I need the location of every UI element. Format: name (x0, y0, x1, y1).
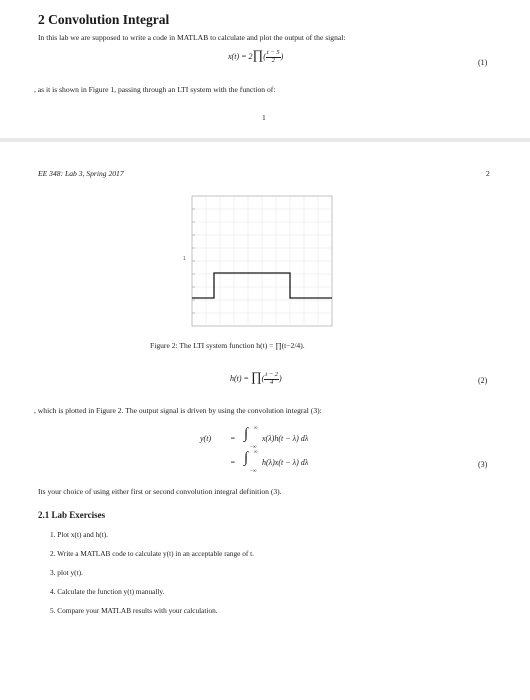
after-equation-2-text: , which is plotted in Figure 2. The output signal is driven by using the convolution integral (3): (34, 406, 322, 415)
equation-2-number: (2) (478, 376, 488, 385)
after-equation-1-text: , as it is shown in Figure 1, passing through an LTI system with the function of: (34, 85, 276, 94)
equation-2-numerator: t − 2 (265, 371, 279, 379)
equation-2-lhs: h(t) = (230, 374, 251, 383)
integral-sign-2: ∫ (244, 450, 249, 466)
equation-1-number: (1) (478, 58, 488, 67)
integral-sign-1: ∫ (244, 426, 249, 442)
equation-3-lhs: y(t) (200, 434, 212, 443)
equation-1-denominator: 2 (271, 56, 275, 64)
equation-3 (200, 426, 400, 478)
integral-2-upper: ∞ (254, 450, 258, 455)
equation-2: h(t) = ∏( $\frac{t - 2}{4}$ ) (230, 369, 282, 386)
integral-1-upper: ∞ (254, 426, 258, 431)
integral-1-lower: −∞ (250, 445, 257, 450)
equation-3-line-2: h(λ)x(t − λ) dλ (262, 458, 309, 467)
exercise-item-2: 2. Write a MATLAB code to calculate y(t) in an acceptable range of t. (50, 549, 255, 558)
document-page-2 (0, 142, 530, 700)
choice-paragraph: Its your choice of using either first or second convolution integral definition (3). (38, 487, 282, 496)
rect-pi-symbol: ∏ (252, 47, 264, 62)
subsection-title: 2.1 Lab Exercises (38, 510, 106, 520)
y-tick-label: 1 (183, 256, 186, 262)
intro-paragraph: In this lab we are supposed to write a code in MATLAB to calculate and plot the output of the signal: (38, 33, 346, 42)
exercise-item-1: 1. Plot x(t) and h(t). (50, 530, 108, 539)
exercise-item-4: 4. Calculate the function y(t) manually. (50, 587, 165, 596)
equation-3-number: (3) (478, 460, 488, 469)
equation-3-eq-sign-1: = (230, 434, 236, 443)
section-title: 2 Convolution Integral (38, 12, 170, 27)
figure-2-plot (178, 194, 338, 330)
rect-pi-symbol-2: ∏ (250, 369, 262, 384)
figure-2-caption: Figure 2: The LTI system function h(t) = ∏(t−2/4). (150, 341, 305, 350)
exercise-item-3: 3. plot y(t). (50, 568, 83, 577)
equation-3-line-1: x(λ)h(t − λ) dλ (262, 434, 309, 443)
exercise-item-5: 5. Compare your MATLAB results with your calculation. (50, 606, 218, 615)
document-page-1 (0, 0, 530, 138)
equation-1-lhs: x(t) = 2 (228, 52, 253, 61)
page-header-right: 2 (486, 169, 490, 178)
page-header-left: EE 348: Lab 3, Spring 2017 (38, 169, 124, 178)
equation-2-denominator: 4 (270, 378, 274, 386)
integral-2-lower: −∞ (250, 469, 257, 474)
equation-1-numerator: t − 5 (266, 49, 280, 57)
page-number-1: 1 (262, 113, 266, 122)
equation-1: x(t) = 2∏( $\frac{t - 5}{2}$ ) (228, 47, 284, 64)
equation-3-eq-sign-2: = (230, 458, 236, 467)
exercise-list (50, 530, 470, 620)
